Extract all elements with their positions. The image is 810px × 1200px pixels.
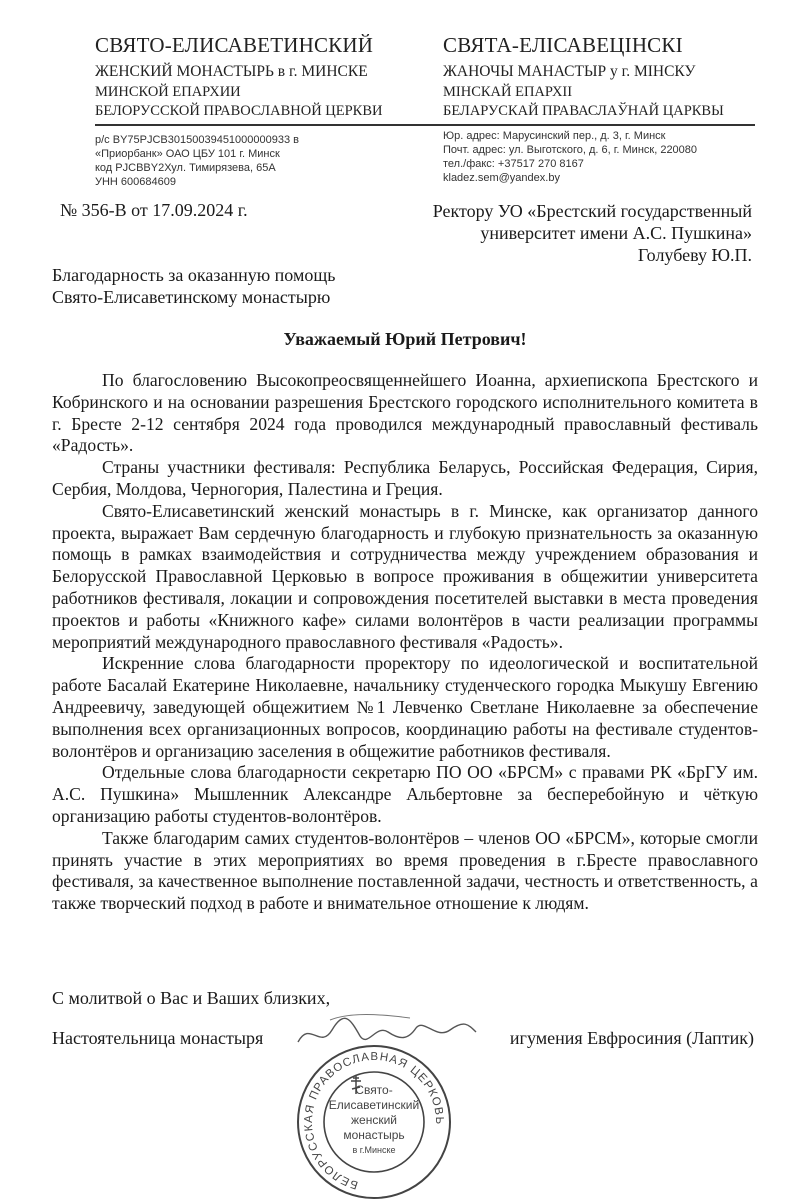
letterhead-left-line3: БЕЛОРУССКОЙ ПРАВОСЛАВНОЙ ЦЕРКВИ [95,103,383,119]
monastery-stamp [293,1042,455,1200]
stamp-ring-text: БЕЛОРУССКАЯ ПРАВОСЛАВНАЯ ЦЕРКОВЬ [302,1050,446,1191]
stamp-line: в г.Минске [352,1145,396,1155]
stamp-line: Елисаветинский [328,1098,420,1112]
letterhead-right-line1: ЖАНОЧЫ МАНАСТЫР у г. МІНСКУ [443,63,696,80]
subject-line: Благодарность за оказанную помощь [52,265,336,285]
letterhead-divider [95,124,755,126]
paragraph: Свято-Елисаветинский женский монастырь в г. Минске, как организатор данного проекта, выражает Вам сердечную благодарность и глубокую признательность за оказанную помощь в рамках взаимодействия и сотрудничества между учреждением образования и Белорусской Православной Церковью в вопросе проживания в общежитии университета работников фестиваля, локации и сопровождения посетителей выставки в места проведения проектов и работы «Книжного кафе» силами волонтёров в части реализации программы мероприятий международного православного фестиваля «Радость». [52,500,758,652]
letterhead-right-line2: МІНСКАЙ ЕПАРХІІ [443,84,573,100]
letterhead-left-line1: ЖЕНСКИЙ МОНАСТЫРЬ в г. МИНСКЕ [95,63,368,80]
contact-line: тел./факс: +37517 270 8167 [443,158,584,170]
addressee-line: университет имени А.С. Пушкина» [480,223,752,243]
contact-line: kladez.sem@yandex.by [443,172,560,184]
bank-details [95,133,299,189]
greeting: Уважаемый Юрий Петрович! [283,329,527,349]
letter-body [52,370,758,915]
addressee-line: Ректору УО «Брестский государственный [432,201,752,221]
stamp-line: монастырь [343,1128,405,1142]
addressee [372,200,752,266]
bank-line: код PJCBBY2Хул. Тимирязева, 65А [95,162,276,174]
subject-line: Свято-Елисаветинскому монастырю [52,287,331,307]
signatory-name: игумения Евфросиния (Лаптик) [509,1028,754,1048]
stamp-center [329,1083,419,1155]
letterhead-left-line2: МИНСКОЙ ЕПАРХИИ [95,84,241,100]
reference-number: № 356-В от 17.09.2024 г. [60,200,248,220]
paragraph: Отдельные слова благодарности секретарю ПО ОО «БРСМ» с правами РК «БрГУ им. А.С. Пушкина» Мышленник Александре Альбертовне за бесперебойную и чёткую организацию работы студентов-волонтёров. [52,762,758,826]
letterhead-right-line3: БЕЛАРУСКАЙ ПРАВАСЛАЎНАЙ ЦАРКВЫ [443,103,724,119]
contact-line: Почт. адрес: ул. Выготского, д. 6, г. Минск, 220080 [443,144,698,156]
paragraph: Страны участники фестиваля: Республика Беларусь, Российская Федерация, Сирия, Сербия, Молдова, Черногория, Палестина и Греция. [52,457,758,499]
stamp-line: Свято- [355,1083,393,1097]
closing: С молитвой о Вас и Ваших близких, [52,988,331,1008]
bank-line: р/с BY75PJCB30150039451000000933 в [95,134,300,146]
bank-line: УНН 600684609 [95,176,176,188]
contact-details [443,129,697,185]
addressee-line: Голубеву Ю.П. [637,245,752,265]
signatory-title: Настоятельница монастыря [52,1028,264,1048]
paragraph: Также благодарим самих студентов-волонтёров – членов ОО «БРСМ», которые смогли принять участие в этих мероприятиях во время проведения в г.Бресте православного фестиваля, за качественное выполнение поставленной задачи, честность и ответственность, а также творческий подход в работе и внимательное отношение к людям. [52,827,758,914]
contact-line: Юр. адрес: Марусинский пер., д. 3, г. Минск [443,130,666,142]
paragraph: Искренние слова благодарности проректору по идеологической и воспитательной работе Басалай Екатерине Николаевне, начальнику студенческого городка Мыкушу Евгению Андреевичу, заведующей общежитием №1 Левченко Светлане Николаевне за обеспечение выполнения всех организационных вопросов, координацию работы на фестивале студентов-волонтёров и организацию заселения в общежитие работников фестиваля. [52,653,758,761]
paragraph: По благословению Высокопреосвященнейшего Иоанна, архиепископа Брестского и Кобринского и на основании разрешения Брестского городского исполнительного комитета в г. Бресте 2-12 сентября 2024 года проводился международный православный фестиваль «Радость». [52,370,758,456]
subject [52,264,335,308]
stamp-line: женский [351,1113,397,1127]
letterhead-right-title: СВЯТА-ЕЛІСАВЕЦІНСКІ [443,33,683,57]
bank-line: «Приорбанк» ОАО ЦБУ 101 г. Минск [95,148,280,160]
letterhead-left-title: СВЯТО-ЕЛИСАВЕТИНСКИЙ [95,33,374,57]
